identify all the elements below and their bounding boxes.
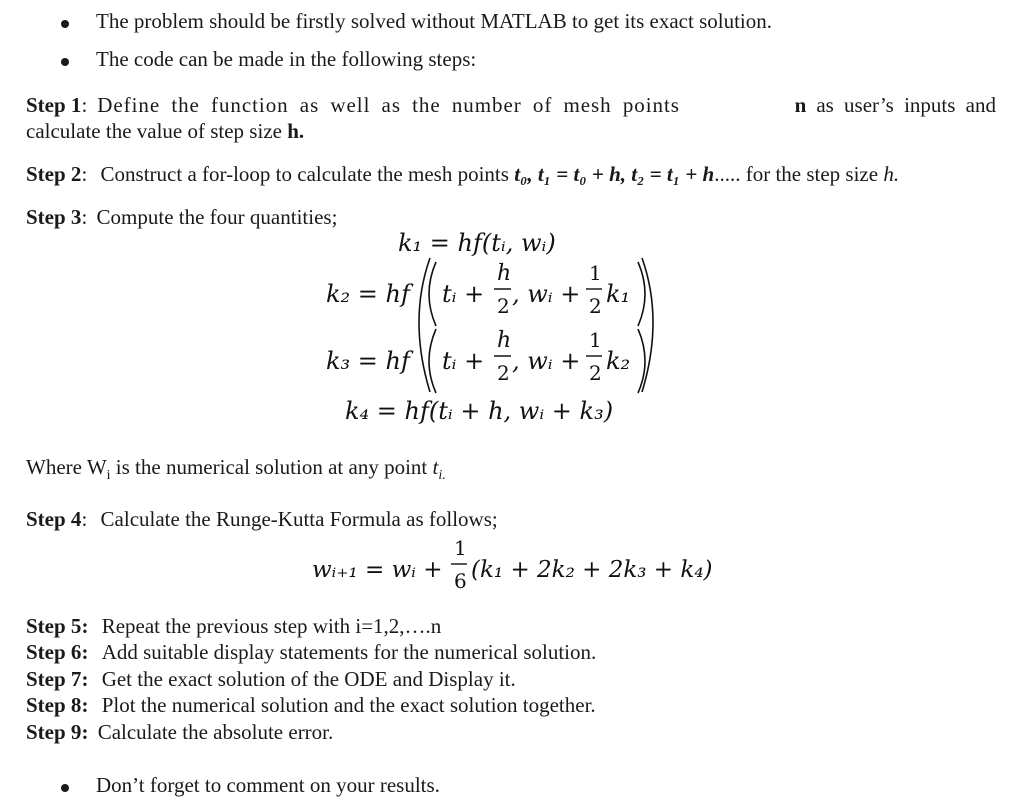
left-paren-k3 <box>429 329 436 393</box>
step5-line: Step 5: Repeat the previous step with i=1,2,….n <box>26 614 442 638</box>
step8-line: Step 8: Plot the numerical solution and the exact solution together. <box>26 693 596 717</box>
step1-text-b: as user’s inputs and <box>816 93 996 117</box>
bullet-icon <box>61 20 69 28</box>
outer-right-paren <box>642 258 653 392</box>
outer-left-paren <box>419 258 430 392</box>
step1-n: n <box>794 93 807 117</box>
eq-k4: k₄ = hf(tᵢ + h, wᵢ + k₃) <box>345 397 614 425</box>
eq-k2-lhs: k₂ = hf <box>326 280 410 308</box>
step2-mesh-points: t₀, t₁ = t₀ + h, t₂ = t₁ + h <box>514 162 715 186</box>
step1-line2: calculate the value of step size h. <box>26 119 305 143</box>
step3-line: Step 3: Compute the four quantities; <box>26 205 338 229</box>
bullet-text-1: The problem should be firstly solved without MATLAB to get its exact solution. <box>96 9 773 33</box>
eq-rk-num: 1 <box>454 536 467 560</box>
eq-rk-lhs: wᵢ₊₁ = wᵢ + <box>312 557 443 583</box>
eq-k2-body-b: , wᵢ + <box>512 280 581 308</box>
eq-rk-rhs: (k₁ + 2k₂ + 2k₃ + k₄) <box>471 557 713 583</box>
right-paren-k2 <box>638 262 645 326</box>
frac-den-k2-a: 2 <box>497 294 510 318</box>
eq-k2-body-a: tᵢ + <box>442 280 485 308</box>
bullet-icon <box>61 58 69 66</box>
frac-one-k3: 1 <box>589 328 602 352</box>
frac-den-k3-b: 2 <box>589 361 602 385</box>
right-paren-k3 <box>638 329 645 393</box>
where-line: Where $W_i$ is the numerical solution at any point $t_{i.}$ <box>26 455 446 484</box>
frac-h-num-k2: h <box>497 261 512 286</box>
eq-k1: k₁ = hf(tᵢ, wᵢ) <box>398 229 556 257</box>
frac-den-k3-a: 2 <box>497 361 510 385</box>
step2-line: Step 2: Construct a for-loop to calculate the mesh points t₀, t₁ = t₀ + h, t₂ = t₁ + h..... for the step size h. <box>26 162 900 186</box>
step1-line1: Step 1: Define the function as well as the number of mesh points n as user’s inputs and <box>26 93 996 117</box>
bullet-text-bottom: Don’t forget to comment on your results. <box>96 773 440 797</box>
eq-k3-k2: k₂ <box>606 347 631 375</box>
step4-label: Step 4 <box>26 507 82 531</box>
bullet-icon <box>61 784 69 792</box>
step7-line: Step 7: Get the exact solution of the ODE and Display it. <box>26 667 516 691</box>
step4-line: Step 4: Calculate the Runge-Kutta Formula as follows; <box>26 507 498 531</box>
frac-h-num-k3: h <box>497 328 512 353</box>
eq-k2-k1: k₁ <box>606 280 631 308</box>
bullet-text-2: The code can be made in the following steps: <box>96 47 477 71</box>
step1-label: Step 1 <box>26 93 82 117</box>
step6-line: Step 6: Add suitable display statements for the numerical solution. <box>26 640 597 664</box>
step1-text-a: Define the function as well as the number of mesh points <box>97 93 680 117</box>
step2-label: Step 2 <box>26 162 82 186</box>
eq-rk-den: 6 <box>454 569 467 593</box>
frac-one-k2: 1 <box>589 261 602 285</box>
eq-k3-lhs: k₃ = hf <box>326 347 410 375</box>
step3-label: Step 3 <box>26 205 82 229</box>
left-paren-k2 <box>429 262 436 326</box>
step9-line: Step 9: Calculate the absolute error. <box>26 720 334 744</box>
eq-k3-body-a: tᵢ + <box>442 347 485 375</box>
eq-k3-body-b: , wᵢ + <box>512 347 581 375</box>
frac-den-k2-b: 2 <box>589 294 602 318</box>
